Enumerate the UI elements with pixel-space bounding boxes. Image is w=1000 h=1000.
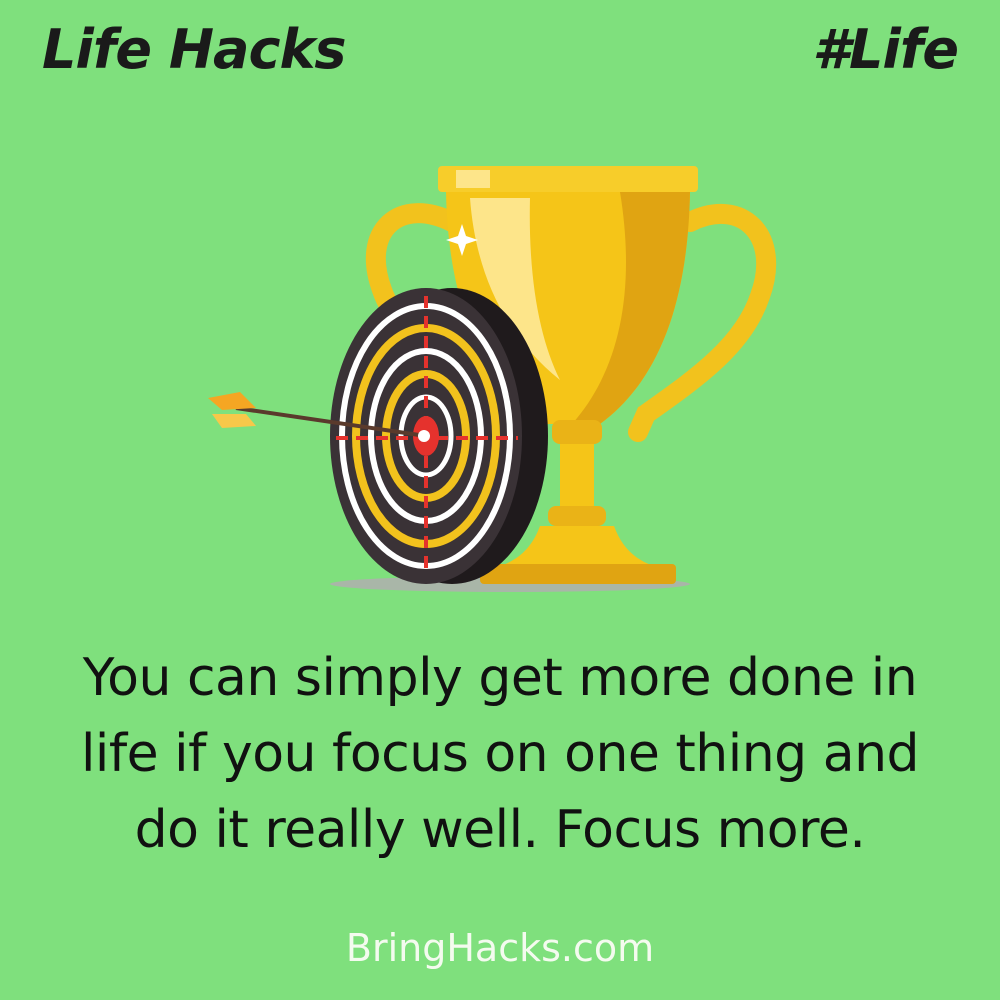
trophy-stem [560, 444, 594, 516]
header-tag: #Life [812, 18, 958, 81]
footer-site: BringHacks.com [345, 926, 655, 970]
quote-line: life if you focus on one thing and [80, 724, 920, 784]
trophy-stem-knot [548, 506, 606, 526]
quote-line: You can simply get more done in [82, 648, 918, 708]
arrow-fletching-bottom [212, 414, 256, 428]
trophy-stem-collar [552, 420, 602, 444]
arrow-fletching-top [208, 392, 256, 410]
trophy-plinth [480, 564, 676, 584]
arrow-tip [418, 430, 430, 442]
trophy-rim-highlight [456, 170, 490, 188]
dartboard-icon [330, 288, 548, 584]
quote-text [40, 640, 960, 868]
quote-line: do it really well. Focus more. [134, 800, 866, 860]
header-title: Life Hacks [42, 18, 346, 81]
